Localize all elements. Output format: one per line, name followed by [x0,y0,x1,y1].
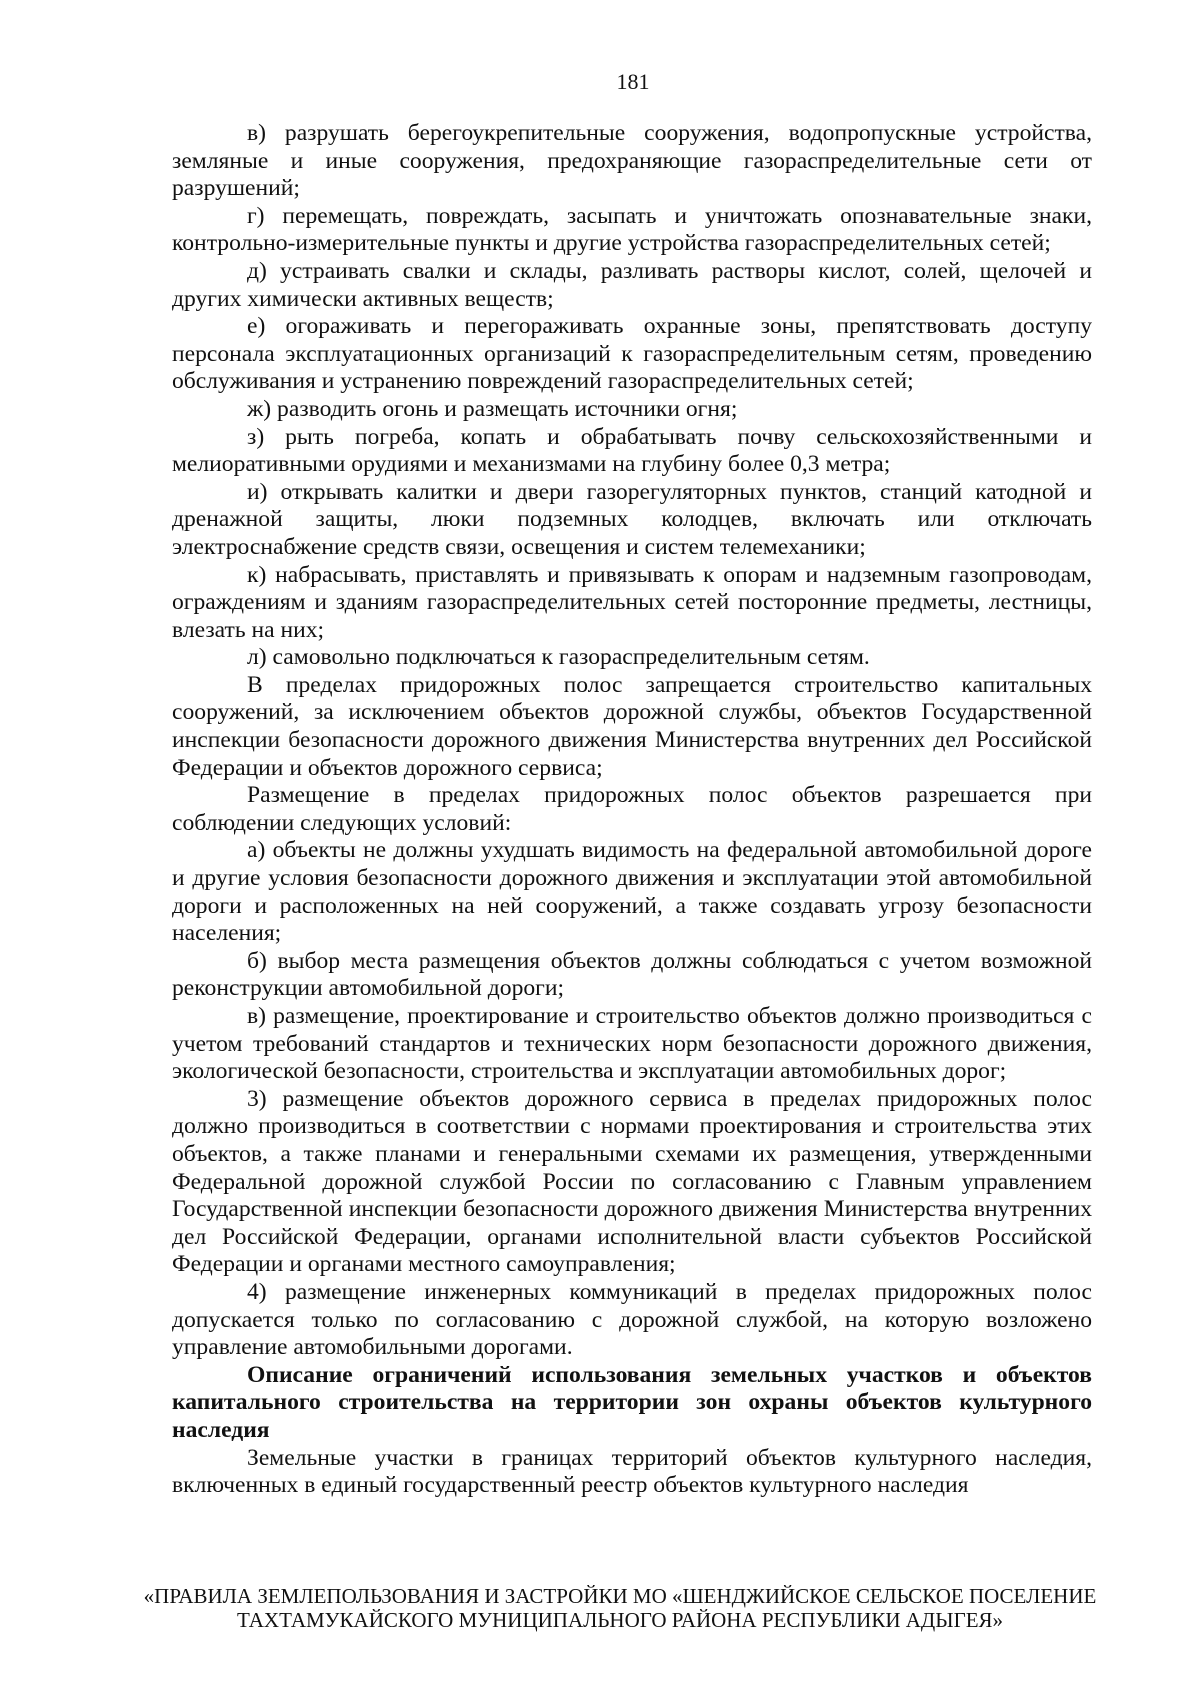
paragraph: г) перемещать, повреждать, засыпать и уничтожать опознавательные знаки, контрольно-измерительные пункты и другие устройства газораспределительных сетей; [172,202,1092,257]
section-heading: Описание ограничений использования земельных участков и объектов капитального строительства на территории зон охраны объектов культурного наследия [172,1361,1092,1443]
page-footer [120,1584,1120,1632]
paragraph: в) размещение, проектирование и строительство объектов должно производиться с учетом требований стандартов и технических норм безопасности дорожного движения, экологической безопасности, строительства и эксплуатации автомобильных дорог; [172,1003,1092,1085]
paragraph: и) открывать калитки и двери газорегуляторных пунктов, станций катодной и дренажной защиты, люки подземных колодцев, включать или отключать электроснабжение средств связи, освещения и систем телемеханики; [172,478,1092,560]
paragraph: В пределах придорожных полос запрещается строительство капитальных сооружений, за исключением объектов дорожной службы, объектов Государственной инспекции безопасности дорожного движения Министерства внутренних дел Российской Федерации и объектов дорожного сервиса; [172,671,1092,781]
paragraph: 4) размещение инженерных коммуникаций в пределах придорожных полос допускается только по согласованию с дорожной службой, на которую возложено управление автомобильными дорогами. [172,1278,1092,1361]
paragraph: е) огораживать и перегораживать охранные зоны, препятствовать доступу персонала эксплуатационных организаций к газораспределительным сетям, проведению обслуживания и устранению повреждений газораспределительных сетей; [172,313,1092,395]
paragraph: л) самовольно подключаться к газораспределительным сетям. [247,644,870,671]
footer-line: ТАХТАМУКАЙСКОГО МУНИЦИПАЛЬНОГО РАЙОНА РЕСПУБЛИКИ АДЫГЕЯ» [236,1608,1004,1632]
paragraph: к) набрасывать, приставлять и привязывать к опорам и надземным газопроводам, ограждениям и зданиям газораспределительных сетей посторонние предметы, лестницы, влезать на них; [172,561,1092,643]
page-number: 181 [616,69,650,94]
paragraph: з) рыть погреба, копать и обрабатывать почву сельскохозяйственными и мелиоративными орудиями и механизмами на глубину более 0,3 метра; [172,423,1092,478]
paragraph: в) разрушать берегоукрепительные сооружения, водопропускные устройства, земляные и иные сооружения, предохраняющие газораспределительные сети от разрушений; [172,120,1092,202]
paragraph: а) объекты не должны ухудшать видимость на федеральной автомобильной дороге и другие условия безопасности дорожного движения и эксплуатации этой автомобильной дороги и расположенных на ней сооружений, а также создавать угрозу безопасности населения; [172,837,1092,947]
document-body [172,120,1092,1500]
paragraph: 3) размещение объектов дорожного сервиса в пределах придорожных полос должно производиться в соответствии с нормами проектирования и строительства этих объектов, а также планами и генеральными схемами их размещения, утвержденными Федеральной дорожной службой России по согласованию с Главным управлением Государственной инспекции безопасности дорожного движения Министерства внутренних дел Российской Федерации, органами исполнительной власти субъектов Российской Федерации и органами местного самоуправления; [172,1085,1092,1278]
paragraph: Размещение в пределах придорожных полос объектов разрешается при соблюдении следующих условий: [172,782,1092,836]
paragraph: Земельные участки в границах территорий объектов культурного наследия, включенных в единый государственный реестр объектов культурного наследия [172,1444,1092,1499]
paragraph: б) выбор места размещения объектов должны соблюдаться с учетом возможной реконструкции автомобильной дороги; [172,947,1092,1002]
paragraph: ж) разводить огонь и размещать источники огня; [247,395,738,422]
paragraph: д) устраивать свалки и склады, разливать растворы кислот, солей, щелочей и других химически активных веществ; [172,257,1092,312]
footer-line: «ПРАВИЛА ЗЕМЛЕПОЛЬЗОВАНИЯ И ЗАСТРОЙКИ МО «ШЕНДЖИЙСКОЕ СЕЛЬСКОЕ ПОСЕЛЕНИЕ [143,1584,1097,1608]
